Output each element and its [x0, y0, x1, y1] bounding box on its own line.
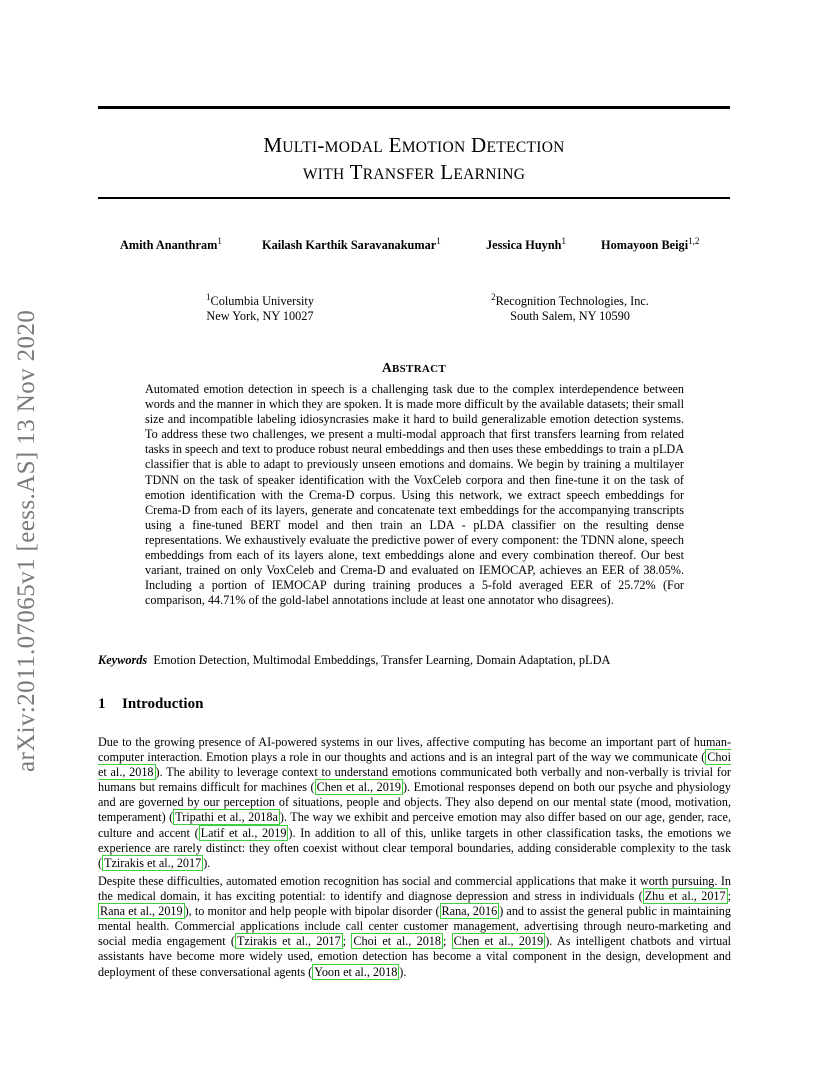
paragraph-text: ; — [727, 889, 731, 904]
affiliation-2: $^2$Recognition Technologies, Inc. South Salem, NY 10590 — [491, 292, 649, 324]
author-3: Jessica Huynh$^1$ — [486, 236, 567, 253]
citation-link[interactable]: Choi et al., 2018 — [353, 934, 441, 949]
intro-paragraph-2 — [98, 874, 731, 980]
citation-link[interactable]: Tripathi et al., 2018a — [175, 810, 278, 825]
paragraph-text: ). In addition to all of this, unlike targets in other classification tasks, the emotions we experience are rarely distinct: they often coexist without clear temporal boundaries, adding considerable complexity to the task ( — [98, 825, 731, 870]
author-2: Kailash Karthik Saravanakumar$^1$ — [262, 236, 441, 253]
abstract-heading: ABSTRACT — [381, 360, 447, 375]
citation-link[interactable]: Chen et al., 2019 — [453, 934, 544, 949]
paragraph-text: ). — [203, 855, 211, 870]
affiliation-1: $^1$Columbia University New York, NY 10027 — [206, 292, 314, 324]
paragraph-text: ) and to assist the general public in maintaining mental health. Commercial applications include call center customer management, advertising through neuro-marketing and social media engagement ( — [98, 904, 731, 949]
arxiv-stamp[interactable]: arXiv:2011.07065v1 [eess.AS] 13 Nov 2020 — [13, 309, 40, 772]
paragraph-text: ). Emotional responses depend on both our psyche and physiology and are governed by our perception of situations, people and objects. They also depend on our mental state (mood, motivation, temperament) ( — [98, 780, 731, 825]
abstract-text: Automated emotion detection in speech is a challenging task due to the complex interdependence between words and the manner in which they are spoken. It is made more difficult by the available datasets; their small size and incompatible labeling idiosyncrasies make it hard to build generalizable emotion detection systems. To address these two challenges, we present a multi-modal approach that first transfers learning from related tasks in speech and text to produce robust neural embeddings and then uses these embeddings to train a pLDA classifier that is able to adapt to previously unseen emotions and domains. We begin by training a multilayer TDNN on the task of speaker identification with the VoxCeleb corpora and then fine-tune it on the task of emotion identification with the Crema-D corpus. Using this network, we extract speech embeddings for Crema-D from each of its layers, generate and concatenate text embeddings for the accompanying transcripts using a fine-tuned BERT model and then train an LDA - pLDA classifier on the resulting dense representations. We exhaustively evaluate the predictive power of every component: the TDNN alone, speech embeddings from each of its layers alone, text embeddings alone and every combination thereof. Our best variant, trained on only VoxCeleb and Crema-D and evaluated on IEMOCAP, achieves an EER of 38.05%. Including a portion of IEMOCAP during training produces a 5-fold averaged EER of 25.72% (For comparison, 44.71% of the gold-label annotations include at least one annotator who disagrees). — [145, 382, 684, 608]
paragraph-text: ). As intelligent chatbots and virtual assistants have become more widely used, emotion detection has become a vital component in the design, development and deployment of these conversational agents ( — [98, 934, 731, 979]
paragraph-text: ). The way we exhibit and perceive emotion may also differ based on our age, gender, race, culture and accent ( — [98, 810, 731, 840]
citation-link[interactable]: Latif et al., 2019 — [200, 825, 287, 840]
paragraph-text: ; — [342, 934, 352, 949]
paragraph-text: Due to the growing presence of AI-powered systems in our lives, affective computing has become an important part of human-computer interaction. Emotion plays a role in our thoughts and actions and is an integral part of the way we communicate ( — [98, 735, 731, 765]
keywords-label: Keywords — [98, 653, 148, 667]
citation-link[interactable]: Tzirakis et al., 2017 — [236, 934, 341, 949]
section-heading: 1 Introduction — [98, 696, 204, 712]
paragraph-text: ). The ability to leverage context to understand emotions communicated both verbally and non-verbally is trivial for humans but remains difficult for machines ( — [98, 765, 731, 795]
title-top-rule — [98, 106, 730, 109]
citation-link[interactable]: Rana et al., 2019 — [100, 904, 183, 919]
paragraph-text: ), to monitor and help people with bipolar disorder ( — [184, 904, 440, 919]
author-4: Homayoon Beigi$^{1,2}$ — [601, 236, 700, 253]
citation-link[interactable]: Zhu et al., 2017 — [644, 889, 726, 904]
citation-link[interactable]: Tzirakis et al., 2017 — [104, 855, 202, 870]
author-1: Amith Ananthram$^1$ — [120, 236, 222, 253]
citation-link[interactable]: Rana, 2016 — [441, 904, 498, 919]
paper-title-line-2: WITH TRANSFER LEARNING — [302, 160, 526, 184]
keywords-list: Emotion Detection, Multimodal Embeddings, Transfer Learning, Domain Adaptation, pLDA — [153, 653, 611, 667]
title-bottom-rule — [98, 197, 730, 199]
paper-title-line-1: MULTI-MODAL EMOTION DETECTION — [263, 133, 565, 157]
paragraph-text: ; — [442, 934, 452, 949]
citation-link[interactable]: Chen et al., 2019 — [316, 780, 401, 795]
keywords — [98, 653, 738, 668]
citation-link[interactable]: Choi et al., 2018 — [98, 750, 731, 780]
citation-link[interactable]: Yoon et al., 2018 — [314, 964, 398, 979]
intro-paragraph-1 — [98, 735, 731, 871]
paragraph-text: ). — [399, 964, 407, 979]
paragraph-text: Despite these difficulties, automated emotion recognition has social and commercial applications that make it worth pursuing. In the medical domain, it has exciting potential: to identify and diagnose depression and stress in individuals ( — [98, 874, 731, 904]
